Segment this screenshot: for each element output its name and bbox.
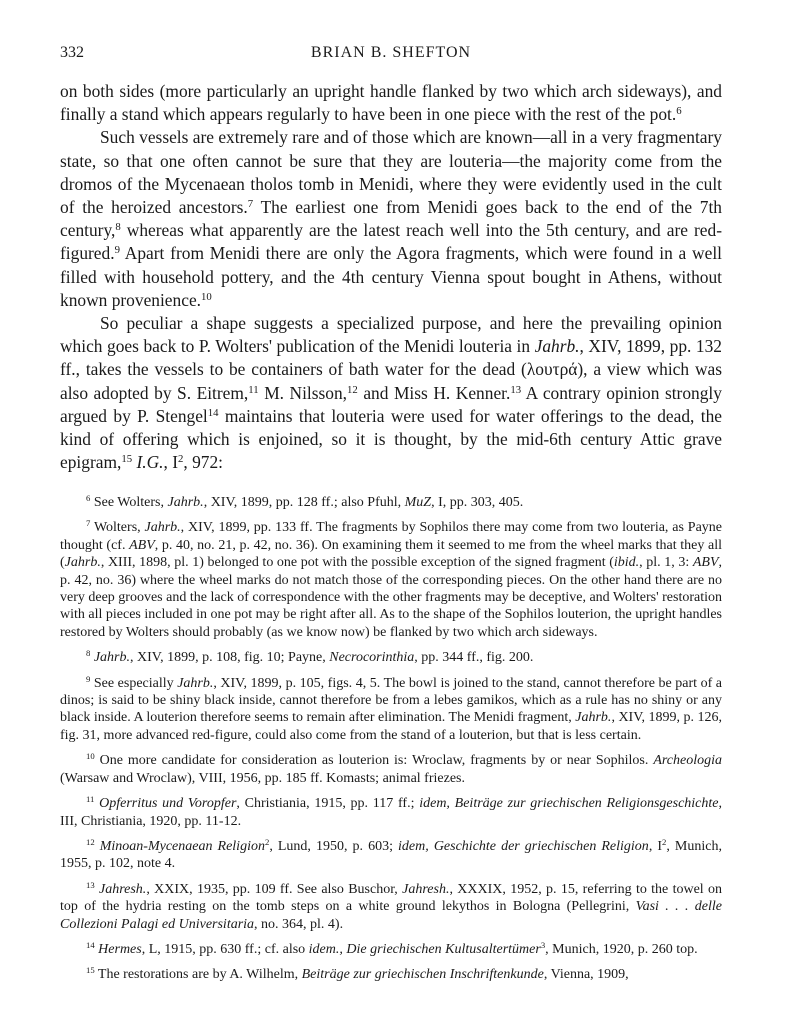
footnote-number: 13 xyxy=(86,879,95,890)
footnote-number: 8 xyxy=(86,648,91,659)
main-text xyxy=(60,80,722,474)
footnote-14: $^{14}$ Hermes, L, 1915, pp. 630 ff.; cf. also idem., Die griechischen Kultusaltertümer$^3$, Munich, 1920, p. 260 top. xyxy=(86,940,698,957)
footnote-ref-9: 9 xyxy=(114,244,120,257)
running-header xyxy=(60,44,722,66)
footnote-ref-6: 6 xyxy=(676,105,682,118)
footnotes xyxy=(60,494,722,984)
footnote-ref-8: 8 xyxy=(115,221,121,234)
footnote-ref-13: 13 xyxy=(510,383,522,396)
page-number: 332 xyxy=(60,44,84,61)
footnote-15: $^{15}$ The restorations are by A. Wilhelm, Beiträge zur griechischen Inschriftenkunde, Vienna, 1909, xyxy=(86,965,629,983)
footnote-ref-10: 10 xyxy=(201,290,212,303)
footnote-10: $^{10}$ One more candidate for consideration as louterion is: Wroclaw, fragments by or near Sophilos. Archeologia (Warsaw and Wroclaw), VIII, 1956, pp. 185 ff. Komasts; animal friezes. xyxy=(60,751,722,786)
footnote-ref-12: 12 xyxy=(347,383,358,396)
paragraph-3: So peculiar a shape suggests a specialized purpose, and here the prevailing opinion which goes back to P. Wolters' publication of the Menidi louteria in Jahrb., XIV, 1899, pp. 132 ff., takes the vessels to be containers of bath water for the dead (λουτρά), a view which was also adopted by S. Eitrem,$^{11}$ M. Nilsson,$^{12}$ and Miss H. Kenner.$^{13}$ A contrary opinion strongly argued by P. Stengel$^{14}$ maintains that louteria were used for water offerings to the dead, the kind of offering which is enjoined, so it is thought, by the mid-6th century Attic grave epigram,$^{15}$ I.G., $I^2$, 972: xyxy=(60,313,722,473)
footnote-ref-14: 14 xyxy=(207,406,219,419)
paragraph-2: Such vessels are extremely rare and of those which are known—all in a very fragmentary state, so that one often cannot be sure that they are louteria—the majority come from the dromos of the Mycenaean tholos tomb in Menidi, where they were evidently used in the cult of the heroized ancestors.$^7$ The earliest one from Menidi goes back to the end of the 7th century,$^8$ whereas what apparently are the latest reach well into the 5th century, and are red-figured.$^9$ Apart from Menidi there are only the Agora fragments, which were found in a well filled with household pottery, and the 4th century Vienna spout bought in Athens, without known provenience.$^{10}$ xyxy=(60,127,722,310)
footnote-number: 12 xyxy=(86,837,95,848)
footnote-number: 9 xyxy=(86,673,91,684)
footnote-number: 6 xyxy=(86,493,91,504)
footnote-number: 7 xyxy=(86,518,91,529)
footnote-number: 15 xyxy=(86,965,95,976)
footnote-11: $^{11}$ Opferritus und Voropfer, Christiania, 1915, pp. 117 ff.; idem, Beiträge zur griechischen Religionsgeschichte, III, Christiania, 1920, pp. 11-12. xyxy=(60,794,722,829)
footnote-number: 14 xyxy=(86,940,95,951)
footnote-9: $^9$ See especially Jahrb., XIV, 1899, p. 105, figs. 4, 5. The bowl is joined to the stand, cannot therefore be part of a dinos; is said to be shiny black inside, cannot therefore be from a lebes gamikos, which as a rule has no shiny or any black inside. A louterion therefore seems to remain after elimination. The Menidi fragment, Jahrb., XIV, 1899, p. 126, fig. 31, more advanced red-figure, could also come from the stand of a louterion, but that is less certain. xyxy=(60,673,723,743)
paragraph-1: on both sides (more particularly an upright handle flanked by two which arch sideways), and finally a stand which appears regularly to have been in one piece with the rest of the pot.$^6$ xyxy=(60,81,722,125)
footnote-number: 10 xyxy=(86,751,95,762)
greek-word: λουτρά xyxy=(526,359,578,380)
running-head-author: BRIAN B. SHEFTON xyxy=(310,44,472,61)
footnote-7: $^7$ Wolters, Jahrb., XIV, 1899, pp. 133 ff. The fragments by Sophilos there may come from two louteria, as Payne thought (cf. ABV, p. 40, no. 21, p. 42, no. 36). On examining them it seemed to me from the wheel marks that they all (Jahrb., XIII, 1898, pl. 1) belonged to one pot with the possible exception of the signed fragment (ibid., pl. 1, 3: ABV, p. 42, no. 36) where the wheel marks do not match those of the corresponding pieces. On the other hand there are no very deep grooves and the lack of correspondence with the other fragments may be deceptive, and Wolters' restoration with all pieces included in one pot may be right after all. As to the shape of the Sophilos louterion, the upright handles restored by Wolters should probably (as we know now) be flanked by two which arch sideways. xyxy=(60,518,723,640)
footnote-ref-7: 7 xyxy=(247,198,254,211)
footnote-number: 11 xyxy=(86,794,95,805)
footnote-6: $^6$ See Wolters, Jahrb., XIV, 1899, pp. 128 ff.; also Pfuhl, MuZ, I, pp. 303, 405. xyxy=(86,493,524,510)
footnote-ref-11: 11 xyxy=(248,383,259,396)
footnote-8: $^8$ Jahrb., XIV, 1899, p. 108, fig. 10; Payne, Necrocorinthia, pp. 344 ff., fig. 200. xyxy=(86,648,534,666)
footnote-12: $^{12}$ Minoan-Mycenaean Religion$^2$, Lund, 1950, p. 603; idem, Geschichte der griechischen Religion, $I^2$, Munich, 1955, p. 102, note 4. xyxy=(60,837,722,872)
footnote-ref-15: 15 xyxy=(121,453,133,466)
footnote-13: $^{13}$ Jahresh., XXIX, 1935, pp. 109 ff. See also Buschor, Jahresh., XXXIX, 1952, p. 15, referring to the towel on top of the hydria resting on the tomb steps on a white ground lekythos in Bologna (Pellegrini, Vasi . . . delle Collezioni Palagi ed Universitaria, no. 364, pl. 4). xyxy=(60,879,723,932)
